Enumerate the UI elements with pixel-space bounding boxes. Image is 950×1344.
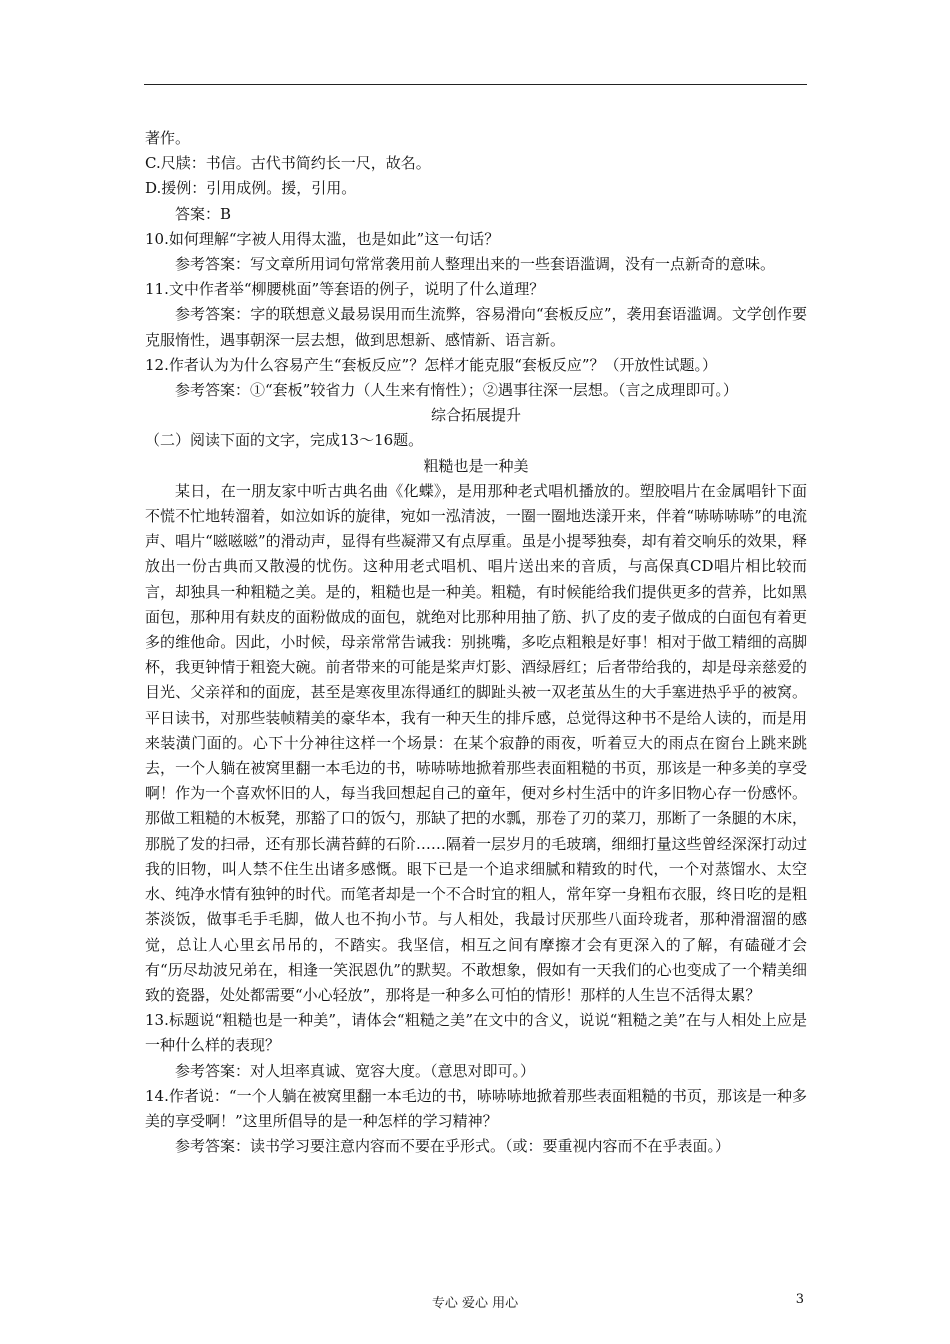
answer-14: 参考答案：读书学习要注意内容而不要在乎形式。（或：要重视内容而不在乎表面。）	[175, 1137, 731, 1156]
question-14: 14.作者说：“一个人躺在被窝里翻一本毛边的书，哧哧哧地掀着那些表面粗糙的书页，那该是一种多美的享受啊！”这里所倡导的是一种怎样的学习精神？	[145, 1086, 807, 1130]
answer: 答案：B	[175, 204, 232, 223]
page-number: 3	[795, 1292, 804, 1307]
option-c: C.尺牍：书信。古代书简约长一尺，故名。	[145, 154, 431, 173]
answer-11: 参考答案：字的联想意义最易误用而生流弊，容易滑向“套板反应”，袭用套语滥调。文学创作要克服惰性，遇事朝深一层去想，做到思想新、感情新、语言新。	[145, 305, 807, 349]
section-heading: 综合拓展提升	[430, 406, 521, 425]
option-d: D.援例：引用成例。援，引用。	[145, 179, 357, 198]
passage-body: 某日，在一朋友家中听古典名曲《化蝶》，是用那种老式唱机播放的。塑胶唱片在金属唱针下面不慌不忙地转溜着，如泣如诉的旋律，宛如一泓清波，一圈一圈地迭漾开来，伴着“哧哧哧哧”的电流声、唱片“嗞嗞嗞”的滑动声，显得有些凝滞又有点厚重。虽是小提琴独奏，却有着交响乐的效果，释放出一份古典而又散漫的忧伤。这种用老式唱机、唱片送出来的音质，与高保真CD唱片相比较而言，却独具一种粗糙之美。是的，粗糙也是一种美。粗糙，有时候能给我们提供更多的营养，比如黑面包，那种用有麸皮的面粉做成的面包，就绝对比那种用抽了筋、扒了皮的麦子做成的白面包有着更多的维他命。因此，小时候，母亲常常告诫我：别挑嘴，多吃点粗粮是好事！相对于做工精细的高脚杯，我更钟情于粗瓷大碗。前者带来的可能是桨声灯影、酒绿唇红；后者带给我的，却是母亲慈爱的目光、父亲祥和的面庞，甚至是寒夜里冻得通红的脚趾头被一双老茧丛生的大手塞进热乎乎的被窝。平日读书，对那些装帧精美的豪华本，我有一种天生的排斥感，总觉得这种书不是给人读的，而是用来装潢门面的。心下十分神往这样一个场景：在某个寂静的雨夜，听着豆大的雨点在窗台上跳来跳去，一个人躺在被窝里翻一本毛边的书，哧哧哧地掀着那些表面粗糙的书页，那该是一种多美的享受啊！作为一个喜欢怀旧的人，每当我回想起自己的童年，便对乡村生活中的许多旧物心存一份感怀。那做工粗糙的木板凳，那豁了口的饭勺，那缺了把的水瓢，那卷了刃的菜刀，那断了一条腿的木床，那脱了发的扫帚，还有那长满苔藓的石阶……隔着一层岁月的毛玻璃，细细打量这些曾经深深打动过我的旧物，叫人禁不住生出诸多感慨。眼下已是一个追求细腻和精致的时代，一个对蒸馏水、太空水、纯净水情有独钟的时代。而笔者却是一个不合时宜的粗人，常年穿一身粗布衣服，终日吃的是粗茶淡饭，做事毛手毛脚，做人也不拘小节。与人相处，我最讨厌那些八面玲珑者，那种滑溜溜的感觉，总让人心里玄吊吊的，不踏实。我坚信，相互之间有摩擦才会有更深入的了解，有磕碰才会有“历尽劫波兄弟在，相逢一笑泯恩仇”的默契。不敢想象，假如有一天我们的心也变成了一个精美细致的瓷器，处处都需要“小心轻放”，那将是一种多么可怕的情形！那样的人生岂不活得太累？	[145, 481, 807, 1004]
passage-title: 粗糙也是一种美	[423, 456, 529, 475]
header-rule	[144, 84, 807, 85]
question-12: 12.作者认为为什么容易产生“套板反应”？怎样才能克服“套板反应”？（开放性试题。）	[145, 355, 718, 374]
reading-instruction: （二）阅读下面的文字，完成13～16题。	[145, 431, 424, 450]
footer-motto: 专心 爱心 用心	[431, 1296, 519, 1311]
question-11: 11.文中作者举“柳腰桃面”等套语的例子，说明了什么道理？	[145, 280, 545, 299]
text-line: 著作。	[145, 129, 191, 147]
document-body	[145, 126, 807, 1159]
answer-13: 参考答案：对人坦率真诚、宽容大度。（意思对即可。）	[175, 1061, 536, 1080]
question-13: 13.标题说“粗糙也是一种美”，请体会“粗糙之美”在文中的含义，说说“粗糙之美”在与人相处上应是一种什么样的表现？	[145, 1011, 807, 1055]
answer-10: 参考答案：写文章所用词句常常袭用前人整理出来的一些套语滥调，没有一点新奇的意味。	[175, 255, 776, 274]
page-footer	[0, 1292, 950, 1314]
answer-12: 参考答案：①“套板”较省力（人生来有惰性）；②遇事往深一层想。（言之成理即可。）	[175, 381, 738, 400]
question-10: 10.如何理解“字被人用得太滥，也是如此”这一句话？	[145, 229, 500, 248]
